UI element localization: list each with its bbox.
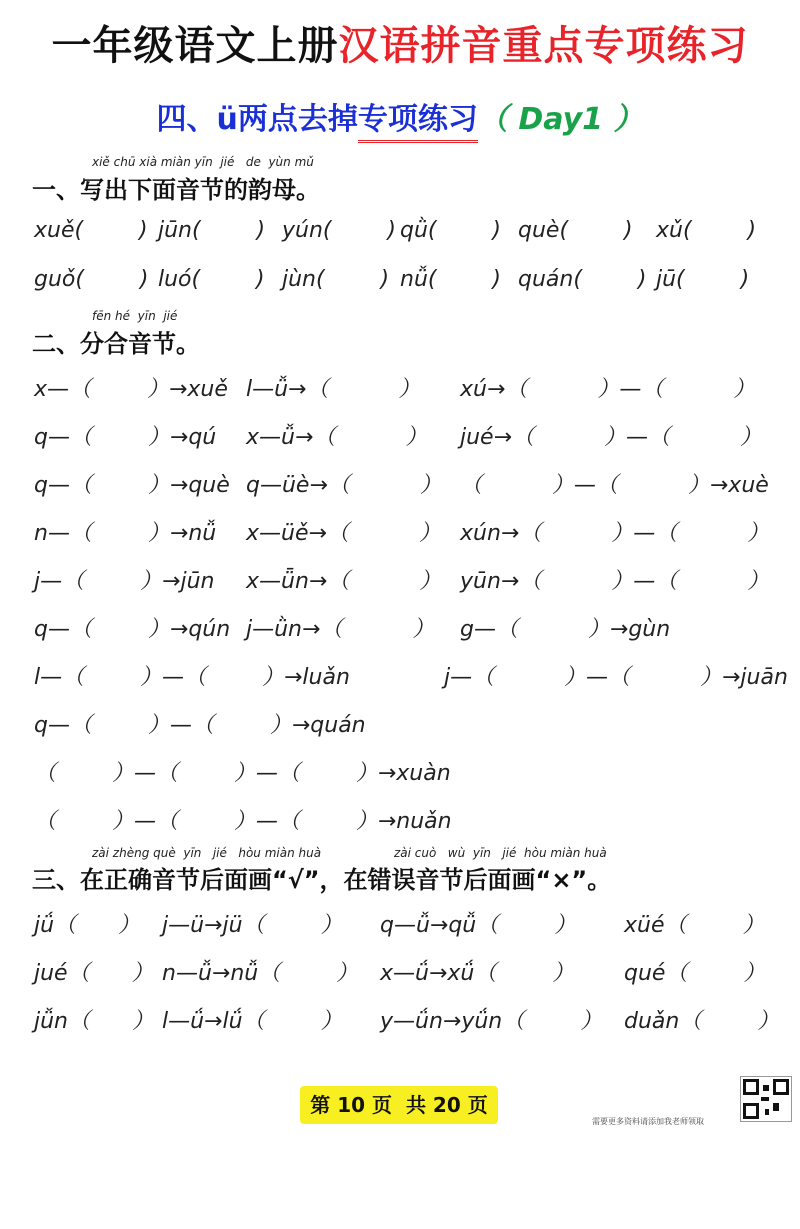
s3-r2-c3: x—ǘ→xǘ（ ）: [380, 961, 575, 986]
s3-r3-c1: jǚn（ ）: [34, 1009, 154, 1034]
s2-r3-c2: q—üè→（ ）: [246, 473, 442, 498]
qr-code-icon: [740, 1076, 792, 1122]
page-number-badge: 第 10 页 共 20 页: [300, 1086, 498, 1124]
title-red-part: 汉语拼音重点专项练习: [338, 23, 749, 69]
section3-title: 三、在正确音节后面画“√”，在错误音节后面画“×”。: [32, 866, 612, 894]
s3-r2-c4: qué（ ）: [624, 961, 766, 986]
s2-r7-c1: l—（ ）—（ ）→luǎn: [34, 665, 350, 690]
section2-title: 二、分合音节。: [32, 330, 200, 358]
s2-r4-c1: n—（ ）→nǚ: [34, 521, 217, 546]
footer-note: 需要更多资料请添加我老师领取: [592, 1117, 704, 1126]
section1-title: 一、写出下面音节的韵母。: [32, 176, 320, 204]
s1-r1-c5: què( ): [518, 218, 633, 243]
s2-r6-c1: q—（ ）→qún: [34, 617, 231, 642]
s2-r10-c1: （ ）—（ ）—（ ）→nuǎn: [34, 809, 452, 834]
section3-pinyin-b: zài cuò wù yīn jié hòu miàn huà: [394, 846, 607, 860]
s2-r1-c2: l—ǚ→（ ）: [246, 377, 421, 402]
s3-r1-c2: j—ü→jü（ ）: [162, 913, 343, 938]
s1-r2-c1: guǒ( ): [34, 267, 149, 292]
s1-r1-c4: qǜ( ): [400, 218, 502, 243]
s1-r2-c6: jū( ): [656, 267, 750, 292]
s2-r4-c3: xún→（ ）—（ ）: [460, 521, 770, 546]
s2-r5-c1: j—（ ）→jūn: [34, 569, 215, 594]
s2-r6-c2: j—ǜn→（ ）: [246, 617, 435, 642]
s2-r3-c3: （ ）—（ ）→xuè: [460, 473, 769, 498]
s2-r2-c1: q—（ ）→qú: [34, 425, 217, 450]
subtitle-day: （ Day1 ）: [477, 102, 644, 137]
s2-r5-c3: yūn→（ ）—（ ）: [460, 569, 770, 594]
s1-r2-c4: nǚ( ): [400, 267, 501, 292]
s2-r8-c1: q—（ ）—（ ）→quán: [34, 713, 366, 738]
section2-pinyin: fēn hé yīn jié: [92, 309, 178, 323]
s3-r1-c3: q—ǚ→qǚ（ ）: [380, 913, 577, 938]
s2-r2-c2: x—ǚ→（ ）: [246, 425, 428, 450]
s1-r1-c2: jūn( ): [158, 218, 266, 243]
s1-r1-c1: xuě( ): [34, 218, 148, 243]
section1-pinyin: xiě chū xià miàn yīn jié de yùn mǔ: [92, 155, 314, 169]
page-title: [0, 14, 800, 76]
s2-r1-c1: x—（ ）→xuě: [34, 377, 228, 402]
s3-r3-c2: l—ǘ→lǘ（ ）: [162, 1009, 343, 1034]
s2-r4-c2: x—üě→（ ）: [246, 521, 441, 546]
s2-r7-c2: j—（ ）—（ ）→juān: [444, 665, 788, 690]
s3-r1-c1: jǘ（ ）: [34, 913, 141, 938]
s3-r3-c4: duǎn（ ）: [624, 1009, 780, 1034]
subtitle-part1: 四、ü两点去掉: [156, 102, 358, 137]
s2-r9-c1: （ ）—（ ）—（ ）→xuàn: [34, 761, 451, 786]
title-black-part: 一年级语文上册: [51, 23, 339, 69]
s1-r1-c6: xǔ( ): [656, 218, 757, 243]
s3-r2-c2: n—ǚ→nǚ（ ）: [162, 961, 359, 986]
s3-r1-c4: xüé（ ）: [624, 913, 765, 938]
s2-r2-c3: jué→（ ）—（ ）: [460, 425, 762, 450]
s1-r2-c5: quán( ): [518, 267, 647, 292]
s3-r2-c1: jué（ ）: [34, 961, 154, 986]
subtitle: [0, 94, 800, 143]
s2-r3-c1: q—（ ）→què: [34, 473, 230, 498]
s2-r5-c2: x—ǖn→（ ）: [246, 569, 442, 594]
s3-r3-c3: y—ǘn→yǘn（ ）: [380, 1009, 603, 1034]
s1-r2-c2: luó( ): [158, 267, 265, 292]
subtitle-part2: 专项练习: [358, 94, 478, 143]
s1-r1-c3: yún( ): [282, 218, 397, 243]
section3-pinyin-a: zài zhèng què yīn jié hòu miàn huà: [92, 846, 322, 860]
s2-r1-c3: xú→（ ）—（ ）: [460, 377, 756, 402]
s2-r6-c3: g—（ ）→gùn: [460, 617, 671, 642]
s1-r2-c3: jùn( ): [282, 267, 390, 292]
